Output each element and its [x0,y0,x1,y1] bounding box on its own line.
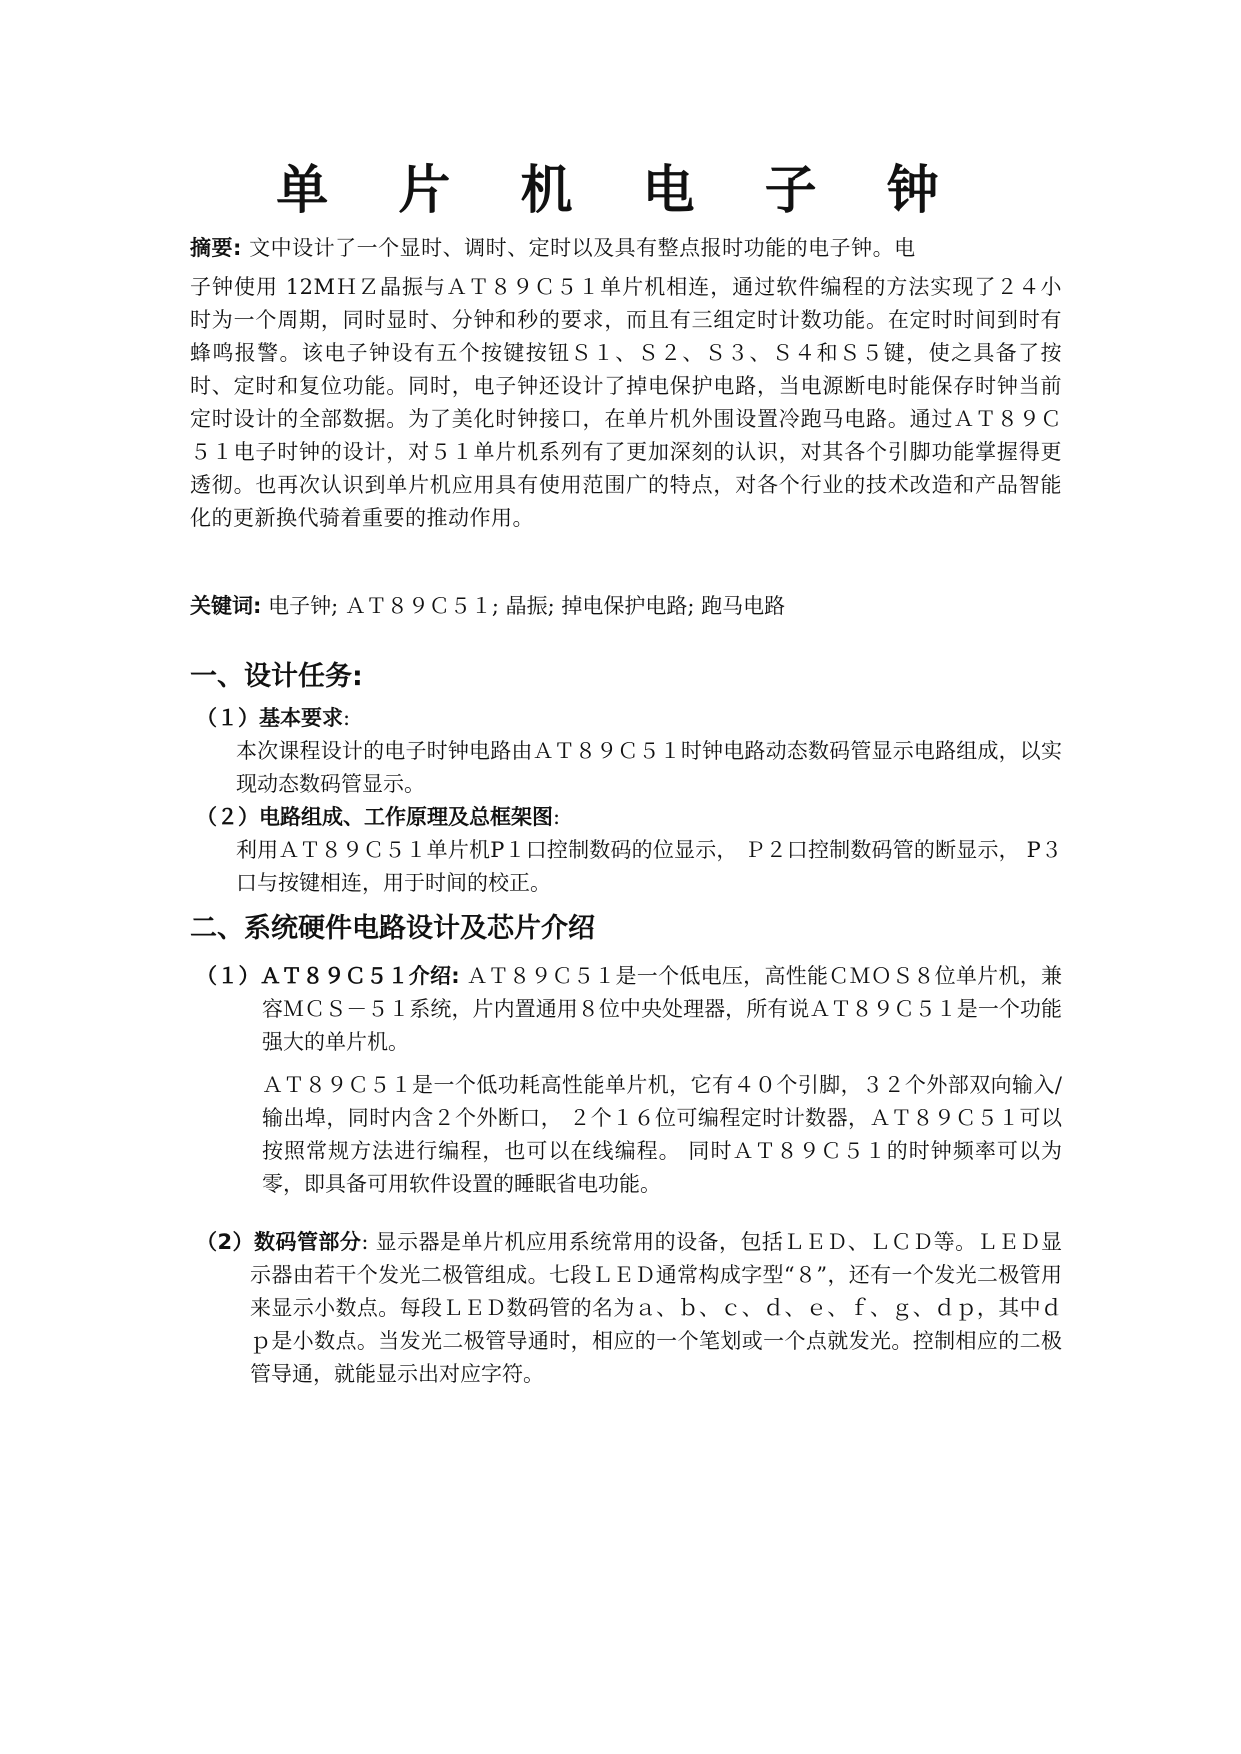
section1-item2-colon: : [553,805,561,829]
section1-heading: 一、设计任务: [190,661,363,692]
section2-item1-heading: （１）ＡＴ８９Ｃ５１介绍: [196,964,460,988]
section1-item2-heading: （２）电路组成、工作原理及总框架图 [196,805,553,829]
keywords-text: 电子钟; ＡＴ８９Ｃ５１; 晶振; 掉电保护电路; 跑马电路 [268,594,786,618]
section1-item1 [196,702,1062,801]
section2-item2-text: 显示器是单片机应用系统常用的设备，包括ＬＥＤ、ＬＣＤ等。ＬＥＤ显示器由若干个发光二极管组成。七段ＬＥＤ通常构成字型“８”，还有一个发光二极管用来显示小数点。每段ＬＥＤ数码管的名为ａ、ｂ、ｃ、ｄ、ｅ、ｆ、ｇ、ｄｐ，其中ｄｐ是小数点。当发光二极管导通时，相应的一个笔划或一个点就发光。控制相应的二极管导通，就能显示出对应字符。 [250,1230,1062,1386]
section1-item1-text: 本次课程设计的电子时钟电路由ＡＴ８９Ｃ５１时钟电路动态数码管显示电路组成，以实现动态数码管显示。 [236,739,1062,796]
abstract [190,232,1062,535]
section2-item2-wrap [196,1226,1062,1391]
section2-item2 [196,1226,1062,1391]
section1-item1-colon: : [343,706,351,730]
abstract-first-line [190,232,1062,265]
section2-item2-colon: : [361,1230,369,1254]
section1-item2-text: 利用ＡＴ８９Ｃ５１单片机P１口控制数码的位显示， Ｐ２口控制数码管的断显示， P３口与按键相连，用于时间的校正。 [236,838,1062,895]
keywords [190,590,1062,620]
section2-heading: 二、系统硬件电路设计及芯片介绍 [190,913,595,944]
section1-item2 [196,801,1062,900]
abstract-line1: 文中设计了一个显时、调时、定时以及具有整点报时功能的电子钟。电 [249,236,916,260]
abstract-body: 子钟使用 12MＨＺ晶振与ＡＴ８９Ｃ５１单片机相连，通过软件编程的方法实现了２４小时为一个周期，同时显时、分钟和秒的要求，而且有三组定时计数功能。在定时时间到时有蜂鸣报警。该电子钟设有五个按键按钮Ｓ１、Ｓ２、Ｓ３、Ｓ４和Ｓ５键，使之具备了按时、定时和复位功能。同时，电子钟还设计了掉电保护电路，当电源断电时能保存时钟当前定时设计的全部数据。为了美化时钟接口，在单片机外围设置冷跑马电路。通过ＡＴ８９Ｃ５１电子时钟的设计，对５１单片机系列有了更加深刻的认识，对其各个引脚功能掌握得更透彻。也再次认识到单片机应用具有使用范围广的特点，对各个行业的技术改造和产品智能化的更新换代骑着重要的推动作用。 [190,275,1062,530]
section2-item1-p1: ＡＴ８９Ｃ５１是一个低电压，高性能ＣＭＯＳ８位单片机，兼容ＭＣＳ－５１系统，片内置通用８位中央处理器，所有说ＡＴ８９Ｃ５１是一个功能强大的单片机。 [262,964,1062,1054]
section2-item1-p1-wrap [196,960,1062,1059]
keywords-label: 关键词: [190,594,262,618]
section1-item1-heading: （１）基本要求 [196,706,343,730]
section2-item2-heading: （2）数码管部分 [196,1230,362,1254]
section2-item1-p2: ＡＴ８９Ｃ５１是一个低功耗高性能单片机，它有４０个引脚，３２个外部双向输入/输出埠，同时内含２个外断口， ２个１６位可编程定时计数器，ＡＴ８９Ｃ５１可以按照常规方法进行编程，也可以在线编程。 同时ＡＴ８９Ｃ５１的时钟频率可以为零，即具备可用软件设置的睡眠省电功能。 [262,1073,1062,1196]
abstract-label: 摘要: [190,236,242,260]
section2-item1 [196,960,1062,1201]
document-title: 单 片 机 电 子 钟 [276,161,965,221]
